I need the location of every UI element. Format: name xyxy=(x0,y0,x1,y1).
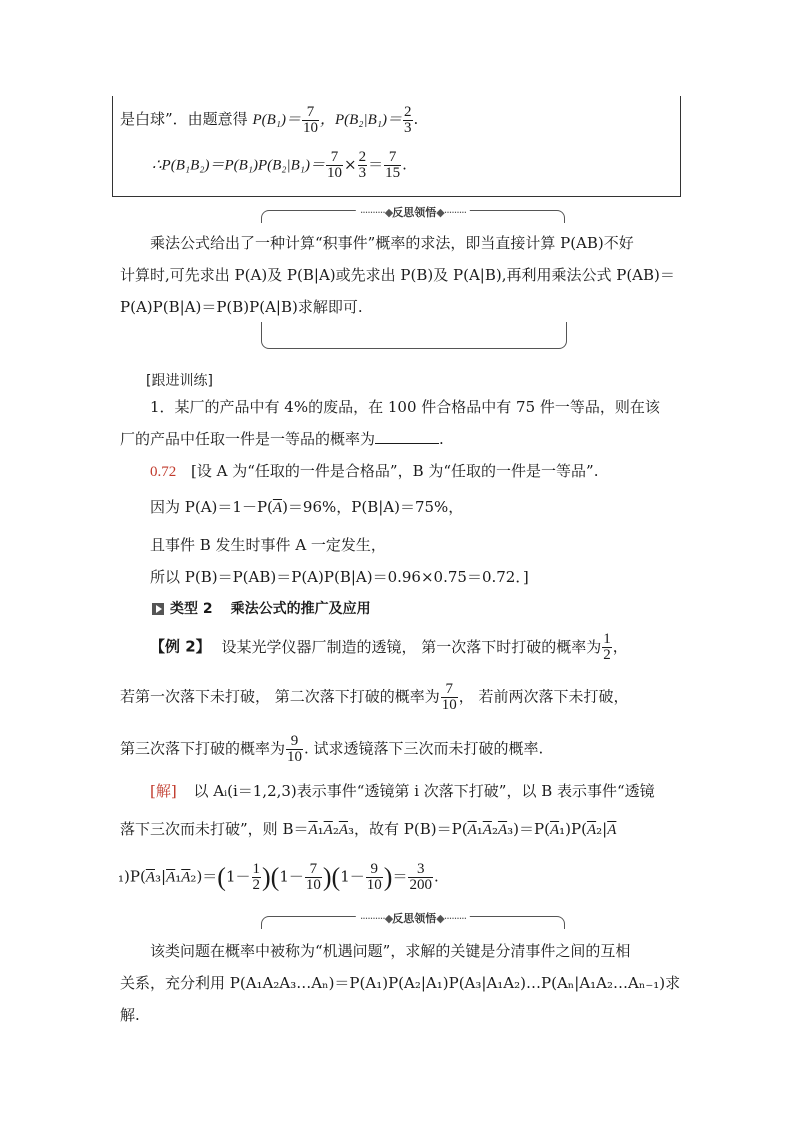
reflection-title: 反思领悟 xyxy=(392,206,437,219)
solution2-text: 落下三次而未打破”，则 B＝ xyxy=(120,820,309,838)
solution2-text: 以 Aᵢ(i＝1,2,3)表示事件“透镜第 i 次落下打破”，以 B 表示事件“透镜 xyxy=(193,782,655,800)
frac-num: 9 xyxy=(370,861,379,877)
answer-blank xyxy=(375,429,439,444)
question1-text: 厂的产品中任取一件是一等品的概率为 xyxy=(120,430,376,448)
frac-num: 7 xyxy=(445,681,454,697)
box-line-2 xyxy=(152,150,407,181)
times-sign: × xyxy=(344,155,357,174)
solution2-text: | xyxy=(602,820,608,838)
fraction xyxy=(286,734,303,765)
solution1-line2 xyxy=(150,496,463,517)
type2-title: 乘法公式的推广及应用 xyxy=(230,601,371,617)
box-text: 是白球”．由题意得 xyxy=(120,110,248,128)
solution2-text: )P( xyxy=(565,820,587,838)
solution1-line4: 所以 P(B)＝P(AB)＝P(A)P(B|A)＝0.96×0.75＝0.72．] xyxy=(150,568,529,586)
frac-num: 7 xyxy=(306,103,315,120)
frac-den: 3 xyxy=(404,119,412,136)
reflection2-line2: 关系，充分利用 P(A₁A₂A₃…Aₙ)＝P(A₁)P(A₂|A₁)P(A₃|A₁A₂)…P(Aₙ|A₁A₂…Aₙ₋₁)求 xyxy=(120,974,681,992)
reflection1-line1: 乘法公式给出了一种计算“积事件”概率的求法，即当直接计算 P(AB)不好 xyxy=(150,234,634,252)
answer-line xyxy=(150,460,599,481)
dots-right: ◆········· xyxy=(436,206,467,219)
frac-den: 10 xyxy=(441,697,457,713)
frac-den: 10 xyxy=(287,749,303,765)
sol-text: )＝96%，P(B|A)＝75%， xyxy=(282,498,464,516)
reflection2-line3: 解. xyxy=(120,1006,140,1024)
fraction xyxy=(302,105,319,136)
math-expr: ∴P(B₁B₂)＝P(B₁)P(B₂|B₁)＝ xyxy=(152,157,326,174)
reflection-frame-top-2 xyxy=(261,912,565,929)
paren: )( xyxy=(262,862,280,892)
fraction xyxy=(305,862,322,893)
example2-line2 xyxy=(120,682,629,713)
frac-num: 7 xyxy=(388,149,397,165)
solution2-text: ₁)P( xyxy=(118,867,146,886)
solution2-line3: $_1)P(\overline{A}_3|\overline{A}_1\overline{A}_2)=(1-$ $\frac{1}{2}$ )(1－ $\frac{7}{10}$ )(1－ $\frac{9}{10}$ )＝ $\frac{3}{200}$ . xyxy=(118,861,439,893)
reflection2-line1: 该类问题在概率中被称为“机遇问题”，求解的关键是分清事件之间的互相 xyxy=(150,942,631,960)
frac-num: 1 xyxy=(252,861,261,877)
frac-num: 3 xyxy=(416,861,425,877)
frac-num: 9 xyxy=(290,733,299,749)
frac-den: 2 xyxy=(252,877,261,893)
frac-den: 10 xyxy=(327,165,343,181)
solution2-text: )＝P( xyxy=(513,820,550,838)
example2-line1 xyxy=(150,632,628,663)
frac-num: 7 xyxy=(330,149,339,165)
fraction xyxy=(326,150,343,181)
example-text: 若第一次落下未打破， 第二次落下打破的概率为 xyxy=(120,687,440,706)
punct: . xyxy=(402,155,407,174)
solution2-text: )＝ xyxy=(196,867,218,886)
fraction xyxy=(358,150,368,181)
fraction xyxy=(408,862,433,893)
punct: ， xyxy=(612,637,628,656)
answer-value: 0.72 xyxy=(150,464,177,480)
solution1-line1: [设 A 为“任取的一件是合格品”，B 为“任取的一件是一等品”. xyxy=(191,462,599,480)
dots-right: ◆········· xyxy=(436,912,467,925)
frac-den: 10 xyxy=(366,877,382,893)
follow-up-tag: [跟进训练] xyxy=(146,373,213,389)
reflection1-line3: P(A)P(B|A)＝P(B)P(A|B)求解即可. xyxy=(120,298,363,316)
solution1-line3: 且事件 B 发生时事件 A 一定发生， xyxy=(150,536,386,554)
punct: . xyxy=(413,110,419,128)
frac-den: 2 xyxy=(603,647,611,663)
type2-heading xyxy=(152,598,371,618)
example-text: ， 若前两次落下未打破， xyxy=(458,687,629,706)
solution2-line2: 落下三次而未打破”，则 $B=\overline{A}_1\overline{A}_2\overline{A}_3$，故有 $P(B)=P(\overline{A}_1\overline{A}_2\overline{A}_3)=P(\overline{A}_1)P(\overline{A}_2|\overline{A}$ xyxy=(120,820,617,838)
paren: ( xyxy=(217,862,226,892)
reflection-frame-bottom xyxy=(261,322,567,349)
frac-den: 15 xyxy=(385,165,401,181)
fraction xyxy=(403,105,413,136)
frac-num: 2 xyxy=(358,149,367,165)
fraction xyxy=(366,862,383,893)
punct: . xyxy=(439,430,444,448)
example-text: 第三次落下打破的概率为 xyxy=(120,739,286,758)
dots-left: ··········◆ xyxy=(359,912,393,925)
reflection-title: 反思领悟 xyxy=(392,912,437,925)
reflection-label xyxy=(356,204,470,220)
example-text: . 试求透镜落下三次而未打破的概率. xyxy=(304,739,544,758)
frac-den: 200 xyxy=(409,877,432,893)
example2-line3 xyxy=(120,734,543,765)
paren: ) xyxy=(383,862,393,892)
fraction xyxy=(441,682,458,713)
question1-line2 xyxy=(120,428,444,449)
type2-label: 类型 2 xyxy=(170,601,213,617)
punct: . xyxy=(433,867,439,886)
example-text: 设某光学仪器厂制造的透镜， 第一次落下时打破的概率为 xyxy=(221,637,602,656)
frac-num: 1 xyxy=(603,631,611,647)
complement-a: $\overline{A}$ xyxy=(272,500,283,516)
frac-den: 10 xyxy=(302,119,318,136)
equals-sign: ＝ xyxy=(368,155,384,174)
solution-tag: [解] xyxy=(150,782,177,800)
reflection-frame-top xyxy=(261,206,565,223)
box-line-1 xyxy=(120,104,418,136)
one-minus: 1－ xyxy=(279,867,304,886)
dots-left: ··········◆ xyxy=(359,206,393,219)
frac-num: 2 xyxy=(404,103,412,120)
fraction xyxy=(602,632,612,663)
solution2-text: ，故有 P(B)＝P( xyxy=(354,820,468,838)
question1-line1: 1．某厂的产品中有 4%的废品，在 100 件合格品中有 75 件一等品，则在该 xyxy=(150,398,660,416)
fraction xyxy=(252,862,262,893)
sol-text: 因为 P(A)＝1－P( xyxy=(150,498,273,516)
fraction xyxy=(384,150,401,181)
one-minus: 1－ xyxy=(340,867,365,886)
reflection1-line2: 计算时,可先求出 P(A)及 P(B|A)或先求出 P(B)及 P(A|B),再利用乘法公式 P(AB)＝ xyxy=(120,266,675,284)
play-icon xyxy=(152,603,164,615)
frac-den: 10 xyxy=(305,877,321,893)
solution2-line1 xyxy=(150,780,655,801)
frac-num: 7 xyxy=(309,861,318,877)
math-expr: P(B₁)＝ xyxy=(252,112,301,128)
example-tag: 【例 2】 xyxy=(150,637,211,656)
reflection-label xyxy=(356,910,470,926)
math-expr: ，P(B₂|B₁)＝ xyxy=(319,112,403,128)
one-minus: 1－ xyxy=(225,867,251,886)
frac-den: 3 xyxy=(358,165,367,181)
paren: )( xyxy=(322,862,341,892)
